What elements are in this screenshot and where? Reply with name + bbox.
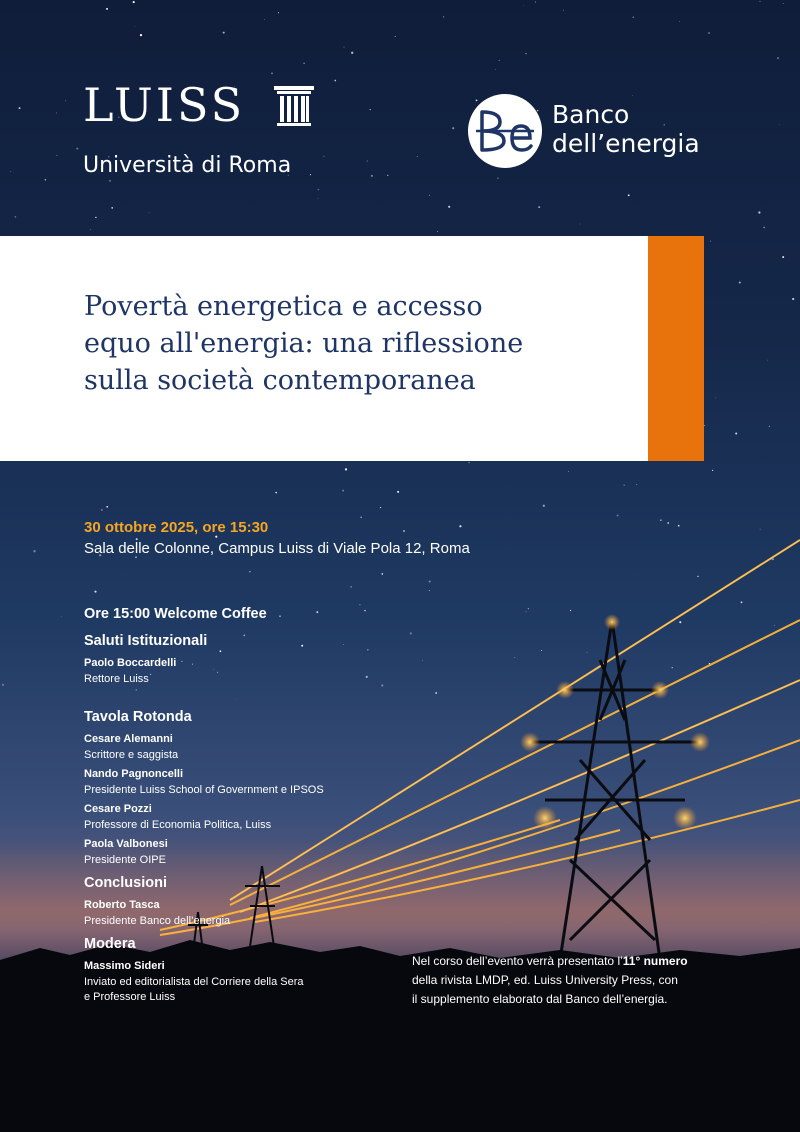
star bbox=[344, 47, 345, 48]
star bbox=[181, 661, 182, 662]
star bbox=[343, 644, 344, 645]
star bbox=[495, 69, 496, 70]
star bbox=[429, 195, 430, 196]
star bbox=[364, 610, 366, 612]
star bbox=[452, 127, 454, 129]
star bbox=[133, 1, 135, 3]
star bbox=[150, 674, 151, 675]
star bbox=[15, 216, 17, 218]
star bbox=[367, 161, 368, 162]
note-line-2: della rivista LMDP, ed. Luiss University Press, con bbox=[412, 973, 678, 987]
star bbox=[525, 53, 527, 55]
star bbox=[264, 19, 265, 20]
star bbox=[301, 645, 303, 647]
luiss-subtitle: Università di Roma bbox=[83, 153, 292, 178]
star bbox=[318, 198, 319, 199]
speaker-role: Presidente Banco dell’energia bbox=[84, 915, 231, 927]
star bbox=[429, 590, 430, 591]
star bbox=[617, 515, 619, 517]
star bbox=[111, 207, 113, 209]
speaker-role: Presidente Luiss School of Government e IPSOS bbox=[84, 784, 324, 796]
star bbox=[563, 10, 564, 11]
star bbox=[359, 604, 360, 605]
star bbox=[568, 471, 569, 472]
star bbox=[448, 206, 450, 208]
star bbox=[192, 664, 193, 665]
star bbox=[697, 576, 698, 577]
star bbox=[33, 550, 35, 552]
star bbox=[712, 470, 713, 471]
star bbox=[403, 530, 405, 532]
star bbox=[417, 156, 418, 157]
star bbox=[61, 616, 62, 617]
star bbox=[410, 632, 412, 634]
speaker-name: Cesare Alemanni bbox=[84, 733, 173, 745]
star bbox=[678, 525, 680, 527]
star bbox=[779, 124, 780, 125]
star bbox=[94, 591, 96, 593]
be-logo-circle bbox=[468, 94, 542, 168]
star bbox=[90, 229, 91, 230]
star bbox=[369, 109, 370, 110]
star bbox=[679, 621, 681, 623]
star bbox=[56, 113, 57, 114]
speaker-role: Professore di Economia Politica, Luiss bbox=[84, 819, 272, 831]
star bbox=[334, 80, 336, 82]
star bbox=[397, 491, 399, 493]
star bbox=[767, 360, 768, 361]
star bbox=[708, 32, 710, 34]
star bbox=[422, 660, 423, 661]
star bbox=[381, 684, 383, 686]
star bbox=[2, 684, 4, 686]
star bbox=[783, 3, 784, 4]
title-line-1: Povertà energetica e accesso bbox=[84, 291, 483, 322]
banco-name-line2: dell’energia bbox=[552, 129, 700, 158]
star bbox=[535, 2, 536, 3]
star bbox=[543, 505, 545, 507]
modera-heading: Modera bbox=[84, 936, 136, 952]
star bbox=[715, 398, 716, 399]
speaker-role: Scrittore e saggista bbox=[84, 749, 179, 761]
star bbox=[271, 72, 273, 74]
star bbox=[367, 649, 369, 651]
star bbox=[45, 179, 47, 181]
speaker-role: Rettore Luiss bbox=[84, 673, 149, 685]
star bbox=[580, 224, 581, 225]
event-date: 30 ottobre 2025, ore 15:30 bbox=[84, 519, 269, 536]
star bbox=[95, 217, 96, 218]
star bbox=[278, 12, 279, 13]
note-issue-number: 11° numero bbox=[622, 954, 688, 968]
star bbox=[523, 5, 524, 6]
star bbox=[387, 175, 388, 176]
star bbox=[223, 32, 225, 34]
star bbox=[350, 586, 351, 587]
star bbox=[636, 484, 637, 485]
star bbox=[303, 63, 305, 65]
star bbox=[628, 194, 630, 196]
event-venue: Sala delle Colonne, Campus Luiss di Viale Pola 12, Roma bbox=[84, 540, 470, 557]
star bbox=[429, 580, 431, 582]
star bbox=[792, 298, 794, 300]
banco-energia-logo bbox=[468, 94, 738, 174]
speaker-role: Inviato ed editorialista del Corriere della Sera bbox=[84, 976, 304, 988]
speaker-name: Massimo Sideri bbox=[84, 960, 165, 972]
star bbox=[763, 227, 764, 228]
star bbox=[213, 669, 214, 670]
star bbox=[106, 506, 108, 508]
star bbox=[541, 650, 542, 651]
star bbox=[587, 652, 588, 653]
star bbox=[633, 16, 634, 17]
speaker-role: Presidente OIPE bbox=[84, 854, 166, 866]
star bbox=[351, 52, 353, 54]
star bbox=[499, 60, 500, 61]
star bbox=[235, 699, 236, 700]
star bbox=[101, 509, 103, 511]
star bbox=[65, 100, 66, 101]
star bbox=[769, 426, 770, 427]
star bbox=[777, 57, 779, 59]
star bbox=[774, 625, 775, 626]
speaker-name: Cesare Pozzi bbox=[84, 803, 152, 815]
star bbox=[459, 525, 461, 527]
star bbox=[660, 519, 662, 521]
star bbox=[342, 490, 344, 492]
star bbox=[435, 692, 437, 694]
star bbox=[345, 468, 347, 470]
banco-energia-name bbox=[552, 100, 700, 158]
title-line-2: equo all'energia: una riflessione bbox=[84, 328, 524, 359]
speaker-name: Paola Valbonesi bbox=[84, 838, 168, 850]
column-icon bbox=[272, 84, 316, 128]
star bbox=[56, 155, 57, 156]
star bbox=[249, 571, 250, 572]
star bbox=[468, 462, 469, 463]
title-line-3: sulla società contemporanea bbox=[84, 365, 476, 396]
star bbox=[243, 635, 245, 637]
star bbox=[624, 485, 625, 486]
speaker-name: Nando Pagnoncelli bbox=[84, 768, 184, 780]
note-line-1 bbox=[412, 952, 732, 971]
star bbox=[380, 507, 381, 508]
star bbox=[570, 610, 571, 611]
star bbox=[395, 36, 396, 37]
star bbox=[741, 601, 743, 603]
welcome-coffee: Ore 15:00 Welcome Coffee bbox=[84, 606, 267, 622]
star bbox=[361, 517, 362, 518]
star bbox=[318, 189, 320, 191]
star bbox=[437, 231, 438, 232]
note-text: Nel corso dell’evento verrà presentato l’ bbox=[412, 954, 623, 968]
orange-accent-bar bbox=[648, 236, 704, 461]
speaker-name: Paolo Boccardelli bbox=[84, 657, 177, 669]
star bbox=[443, 16, 444, 17]
star bbox=[672, 667, 673, 668]
star bbox=[149, 212, 150, 213]
luiss-logo bbox=[80, 78, 330, 188]
star bbox=[782, 256, 784, 258]
star bbox=[381, 573, 383, 575]
star bbox=[760, 529, 761, 530]
star bbox=[704, 425, 705, 426]
speaker-name: Roberto Tasca bbox=[84, 899, 160, 911]
star bbox=[679, 21, 680, 22]
star bbox=[220, 650, 222, 652]
star bbox=[316, 611, 318, 613]
star bbox=[371, 175, 373, 177]
star bbox=[514, 657, 515, 658]
be-logo-mark bbox=[476, 106, 534, 156]
star bbox=[76, 148, 78, 150]
banco-name-line1: Banco bbox=[552, 100, 630, 129]
tavola-heading: Tavola Rotonda bbox=[84, 709, 192, 725]
star bbox=[667, 522, 669, 524]
star bbox=[759, 1, 760, 2]
star bbox=[275, 492, 277, 494]
star bbox=[10, 171, 11, 172]
star bbox=[526, 611, 527, 612]
star bbox=[136, 689, 137, 690]
star bbox=[739, 281, 741, 283]
star bbox=[279, 615, 281, 617]
star bbox=[19, 107, 21, 109]
star bbox=[528, 608, 529, 609]
star bbox=[217, 672, 218, 673]
star bbox=[758, 211, 760, 213]
star bbox=[135, 26, 136, 27]
event-title bbox=[84, 288, 624, 399]
star bbox=[140, 34, 142, 36]
conclusioni-heading: Conclusioni bbox=[84, 875, 167, 891]
star bbox=[106, 8, 108, 10]
saluti-heading: Saluti Istituzionali bbox=[84, 633, 208, 649]
title-band bbox=[0, 236, 648, 461]
star bbox=[710, 241, 711, 242]
note-line-3: il supplemento elaborato dal Banco dell’energia. bbox=[412, 992, 668, 1006]
luiss-wordmark: LUISS bbox=[83, 78, 246, 132]
speaker-role: e Professore Luiss bbox=[84, 991, 176, 1003]
star bbox=[735, 432, 737, 434]
star bbox=[497, 178, 498, 179]
star bbox=[366, 676, 368, 678]
star bbox=[538, 206, 540, 208]
publication-note bbox=[412, 952, 732, 1009]
